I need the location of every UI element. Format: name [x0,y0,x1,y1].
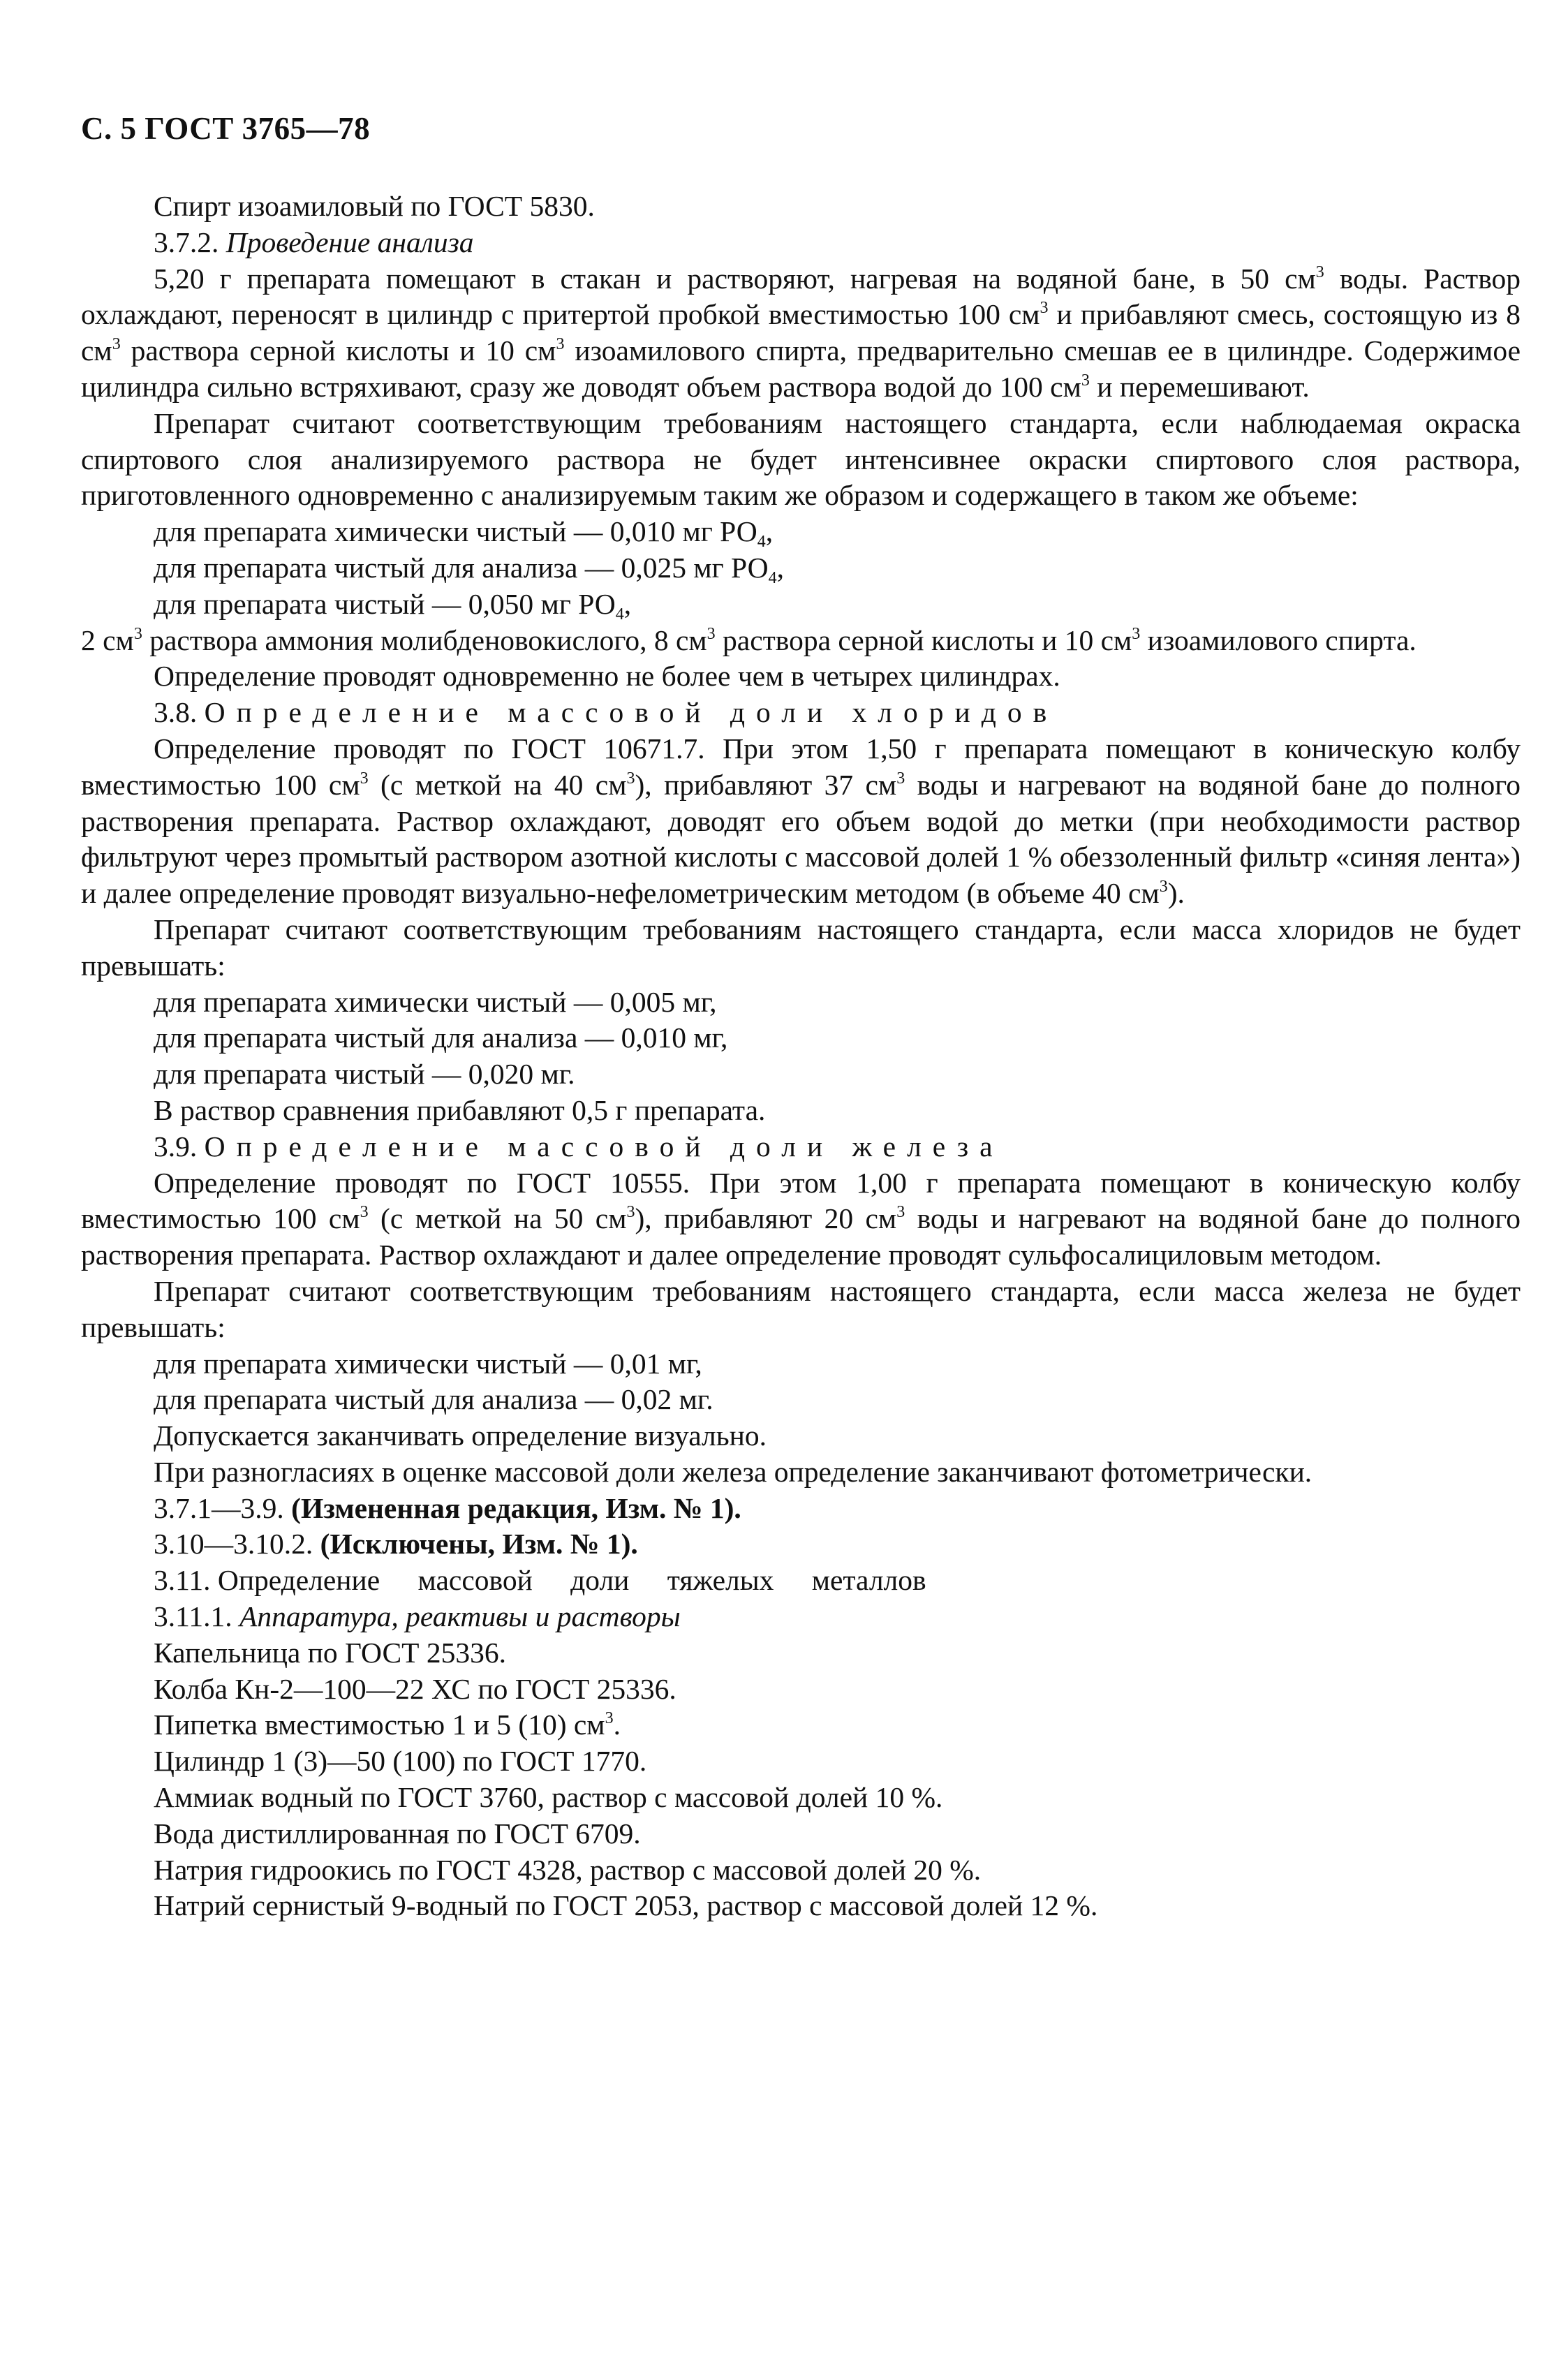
superscript: 3 [133,624,142,643]
list-item: Цилиндр 1 (3)—50 (100) по ГОСТ 1770. [154,1745,647,1778]
list-item: Вода дистиллированная по ГОСТ 6709. [154,1817,641,1850]
text-fragment: изоамилового спирта, предварительно смешав ее в цилиндре. Содержимое цилиндра сильно встряхивают, сразу же доводят объем раствора водой до 100 см [81,334,1521,403]
section-number: 3.8. [154,696,205,729]
text-fragment: 5,20 г препарата помещают в стакан и растворяют, нагревая на водяной бане, в 50 см [154,262,1316,295]
list-item: Капельница по ГОСТ 25336. [154,1636,506,1669]
subsection-heading [81,1599,1521,1635]
paragraph [81,731,1521,912]
text-fragment: 2 см [81,623,134,656]
subscript: 4 [757,533,766,552]
text-fragment: воды. Раствор охлаждают, переносят в цилиндр с притертой пробкой вместимостью 100 см [81,262,1521,331]
text-fragment: ), прибавляют 20 см [635,1202,897,1235]
amendment-number: 3.10—3.10.2. [154,1528,320,1560]
subsection-heading [81,225,1521,261]
paragraph [81,623,1521,659]
paragraph: При разногласиях в оценке массовой доли железа определение заканчивают фотометрически. [154,1455,1312,1488]
subscript: 4 [768,568,777,587]
text-fragment: раствора серной кислоты и 10 см [715,623,1132,656]
text-fragment: ), прибавляют 37 см [635,768,897,801]
section-title: Определение массовой доли хлоридов [204,696,1058,729]
text-fragment: , [776,551,784,584]
section-number: 3.9. [154,1130,205,1163]
list-item: Аммиак водный по ГОСТ 3760, раствор с массовой долей 10 %. [154,1781,943,1814]
superscript: 3 [360,769,369,788]
list-item [81,1707,1521,1743]
text-fragment: и прибавляют смесь, состоящую из 8 см [81,298,1521,367]
section-title: Определение массовой доли тяжелых металлов [217,1564,926,1597]
superscript: 3 [1040,299,1049,318]
subsection-title: Аппаратура, реактивы и растворы [239,1600,681,1633]
text-fragment: изоамилового спирта. [1140,623,1417,656]
paragraph: Определение проводят одновременно не более чем в четырех цилиндрах. [154,660,1060,693]
text-fragment: для препарата чистый для анализа — 0,025 мг РО [154,551,769,584]
text-fragment: раствора серной кислоты и 10 см [120,334,556,367]
amendment-note [81,1526,1521,1563]
text-fragment: . [613,1709,621,1741]
paragraph: В раствор сравнения прибавляют 0,5 г препарата. [154,1093,766,1126]
text-fragment: , [623,587,632,620]
page-header: С. 5 ГОСТ 3765—78 [81,111,371,146]
list-item: для препарата чистый для анализа — 0,02 мг. [154,1383,713,1416]
subsection-title: Проведение анализа [225,226,474,258]
paragraph: Препарат считают соответствующим требованиям настоящего стандарта, если наблюдаемая окраска спиртового слоя анализируемого раствора не будет интенсивнее окраски спиртового слоя раствора, приготовленного одновременно с анализируемым таким же образом и содержащего в таком же объеме: [81,406,1521,512]
list-item [81,550,1521,586]
text-fragment: воды и нагревают на водяной бане до полного растворения препарата. Раствор охлаждают и далее определение проводят сульфосалициловым методом. [81,1202,1521,1271]
paragraph [81,261,1521,406]
list-item: для препарата чистый для анализа — 0,010 мг, [154,1021,728,1054]
superscript: 3 [1081,371,1090,390]
paragraph: Препарат считают соответствующим требованиям настоящего стандарта, если масса железа не будет превышать: [81,1274,1521,1343]
superscript: 3 [605,1709,614,1728]
subsection-number: 3.11.1. [154,1600,239,1633]
superscript: 3 [360,1203,369,1222]
list-item: для препарата чистый — 0,020 мг. [154,1058,575,1091]
section-heading [81,1563,1521,1599]
text-fragment: Пипетка вместимостью 1 и 5 (10) см [154,1709,605,1741]
section-heading [81,1129,1521,1165]
text-fragment: (с меткой на 40 см [368,768,627,801]
text-fragment: , [765,515,774,548]
paragraph: Препарат считают соответствующим требованиям настоящего стандарта, если масса хлоридов не будет превышать: [81,913,1521,982]
text-fragment: для препарата химически чистый — 0,010 мг РО [154,515,757,548]
document-body [81,189,1521,1924]
list-item: Натрия гидроокись по ГОСТ 4328, раствор с массовой долей 20 %. [154,1853,982,1886]
superscript: 3 [1159,878,1168,896]
superscript: 3 [626,1203,635,1222]
subsection-number: 3.7.2. [154,226,226,258]
section-heading [81,695,1521,731]
text-fragment: раствора аммония молибденовокислого, 8 см [142,623,707,656]
paragraph [81,1165,1521,1274]
text-fragment: и перемешивают. [1089,370,1310,403]
superscript: 3 [626,769,635,788]
text-fragment: Определение проводят по ГОСТ 10555. При этом 1,00 г препарата помещают в коническую колбу вместимостью 100 см [81,1166,1521,1235]
text-line: Спирт изоамиловый по ГОСТ 5830. [154,190,595,222]
text-fragment: воды и нагревают на водяной бане до полного растворения препарата. Раствор охлаждают, доводят его объем водой до метки (при необходимости раствор фильтруют через промытый раствором азотной кислоты с массовой долей 1 % обеззоленный фильтр «синяя лента») и далее определение проводят визуально-нефелометрическим методом (в объеме 40 см [81,768,1521,910]
superscript: 3 [1132,624,1141,643]
subscript: 4 [615,605,624,623]
paragraph: Допускается заканчивать определение визуально. [154,1419,767,1452]
superscript: 3 [556,335,565,354]
list-item [81,586,1521,623]
amendment-text: (Измененная редакция, Изм. № 1). [291,1491,741,1524]
text-fragment: Определение проводят по ГОСТ 10671.7. При этом 1,50 г препарата помещают в коническую колбу вместимостью 100 см [81,732,1521,801]
amendment-number: 3.7.1—3.9. [154,1491,292,1524]
section-number: 3.11. [154,1564,218,1597]
amendment-note [81,1491,1521,1527]
list-item: для препарата химически чистый — 0,01 мг, [154,1347,702,1380]
text-fragment: для препарата чистый — 0,050 мг РО [154,587,616,620]
list-item: Натрий сернистый 9-водный по ГОСТ 2053, раствор с массовой долей 12 %. [154,1889,1098,1922]
amendment-text: (Исключены, Изм. № 1). [320,1528,638,1560]
text-fragment: ). [1167,877,1185,910]
list-item [81,514,1521,550]
list-item: для препарата химически чистый — 0,005 мг, [154,985,717,1018]
list-item: Колба Кн-2—100—22 ХС по ГОСТ 25336. [154,1672,676,1705]
superscript: 3 [707,624,716,643]
superscript: 3 [896,769,905,788]
superscript: 3 [112,335,121,354]
section-title: Определение массовой доли железа [204,1130,1004,1163]
text-fragment: (с меткой на 50 см [368,1202,627,1235]
superscript: 3 [1315,263,1324,281]
superscript: 3 [896,1203,905,1222]
